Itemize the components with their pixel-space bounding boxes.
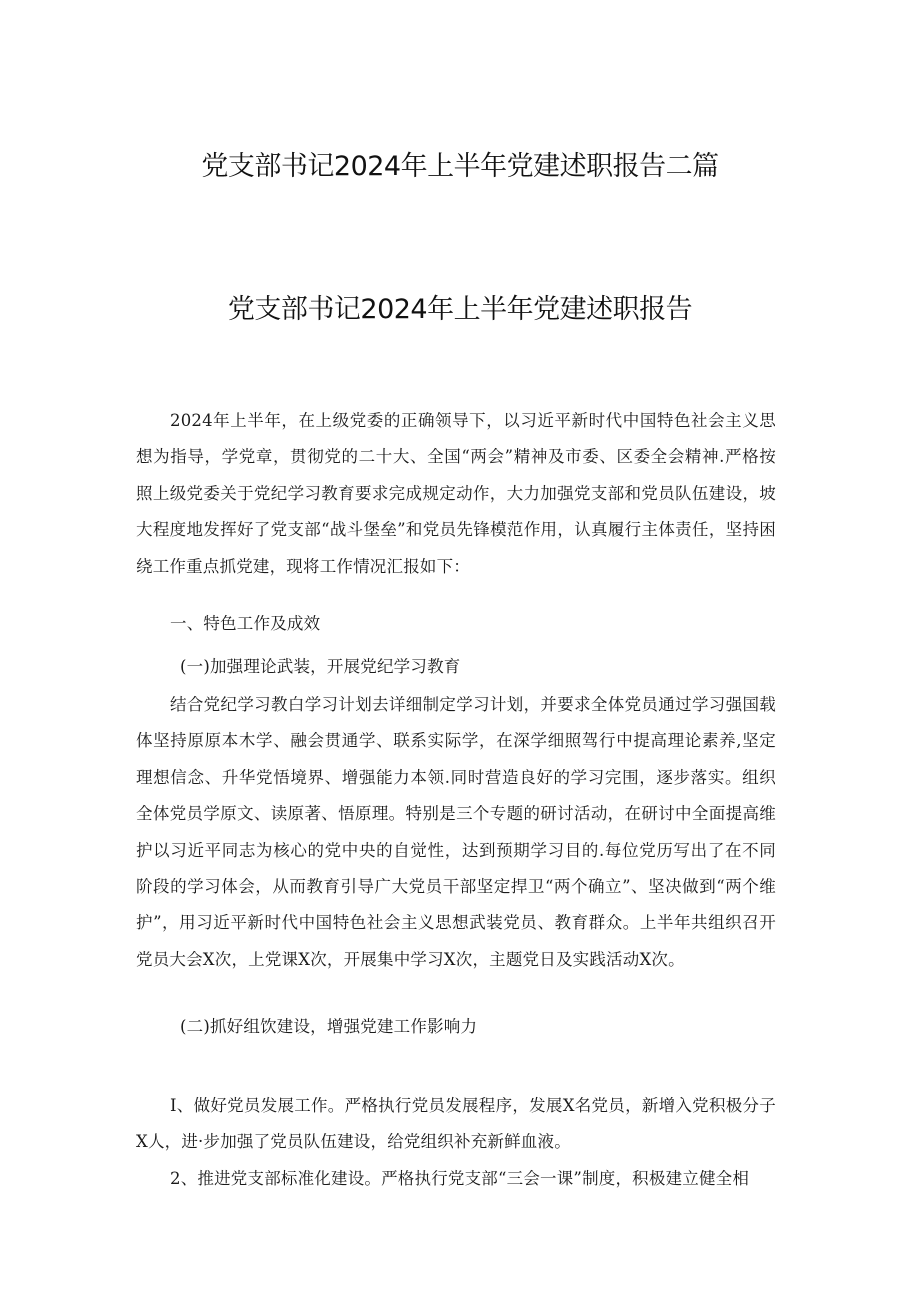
section-heading-1: 一、特色工作及成效: [170, 614, 321, 633]
document-subtitle: 党支部书记2024年上半年党建述职报告: [227, 294, 693, 325]
subsection-heading-2: (二)抓好组饮建设，增强党建工作影响力: [180, 1017, 478, 1036]
document-title: 党支部书记2024年上半年党建述职报告二篇: [201, 151, 719, 182]
intro-paragraph: 2024年上半年，在上级党委的正确领导下，以习近平新时代中国特色社会主义思想为指导，学党章，贯彻党的二十大、全国“两会”精神及市委、区委全会精神.严格按照上级党委关于党纪学习教育要求完成规定动作，大力加强党支部和党员队伍建设，坡大程度地发挥好了党支部“战斗堡垒”和党员先锋模范作用，认真履行主体责任，坚持困绕工作重点抓党建，现将工作情况汇报如下：: [136, 411, 776, 576]
subsection-1-body: 结合党纪学习教白学习计划去详细制定学习计划，并要求全体党员通过学习强国载体坚持原原本木学、融会贯通学、联系实际学，在深学细照驾行中提高理论素养,坚定理想信念、升华党悟境界、增强能力本领.同时营造良好的学习完围，逐步落实。组织全体党员学原文、读原著、悟原理。特别是三个专题的研讨活动，在研讨中全面提高维护以习近平同志为核心的党中央的自觉性，达到预期学习目的.每位党历写出了在不同阶段的学习体会，从而教育引导广大党员干部坚定捍卫“两个确立”、坚决做到“两个维护”，用习近平新时代中国特色社会主义思想武装党员、教育群众。上半年共组织召开党员大会X次，上党课X次，开展集中学习X次，主题党日及实践活动X次。: [136, 695, 776, 969]
list-item-1: I、做好党员发展工作。严格执行党员发展程序，发展X名党员，新增入党积极分子X人，进·步加强了党员队伍建设，给党组织补充新鲜血液。: [136, 1096, 776, 1152]
subsection-heading-1: (一)加强理论武装，开展党纪学习教育: [180, 657, 461, 676]
list-item-2: 2、推进党支部标准化建设。严格执行党支部“三会一课”制度，积极建立健全相: [170, 1169, 750, 1188]
